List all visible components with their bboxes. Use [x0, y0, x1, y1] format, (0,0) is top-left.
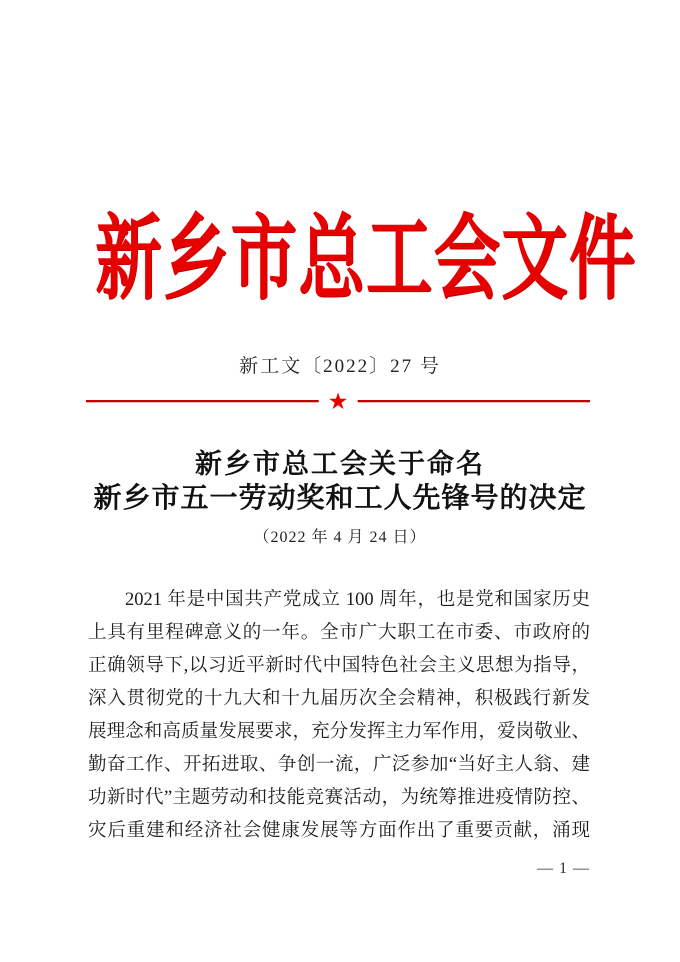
body-line: 勤奋工作、开拓进取、争创一流，广泛参加“当好主人翁、建 [88, 755, 590, 775]
decision-date: （2022 年 4 月 24 日） [253, 529, 427, 546]
body-line: 灾后重建和经济社会健康发展等方面作出了重要贡献，涌现 [88, 821, 590, 841]
body-line: 2021 年是中国共产党成立 100 周年，也是党和国家历史 [125, 590, 590, 610]
body-line: 上具有里程碑意义的一年。全市广大职工在市委、市政府的 [88, 623, 590, 643]
letterhead-title: 新乡市总工会文件 [95, 208, 637, 310]
decision-title-block [0, 448, 680, 549]
body-line: 功新时代”主题劳动和技能竞赛活动，为统筹推进疫情防控、 [88, 788, 590, 808]
body-line: 深入贯彻党的十九大和十九届历次全会精神，积极践行新发 [88, 689, 590, 709]
decision-title-line2: 新乡市五一劳动奖和工人先锋号的决定 [93, 483, 587, 514]
body-paragraph [88, 584, 590, 848]
document-number: 新工文〔2022〕27 号 [239, 356, 441, 377]
decision-title-line1: 新乡市总工会关于命名 [195, 449, 485, 479]
body-line: 正确领导下,以习近平新时代中国特色社会主义思想为指导， [88, 656, 590, 676]
page-number: — 1 — [537, 860, 590, 877]
body-line: 展理念和高质量发展要求，充分发挥主力军作用，爱岗敬业、 [88, 722, 590, 742]
red-separator-rule [86, 389, 590, 415]
star-icon: ★ [319, 389, 358, 415]
